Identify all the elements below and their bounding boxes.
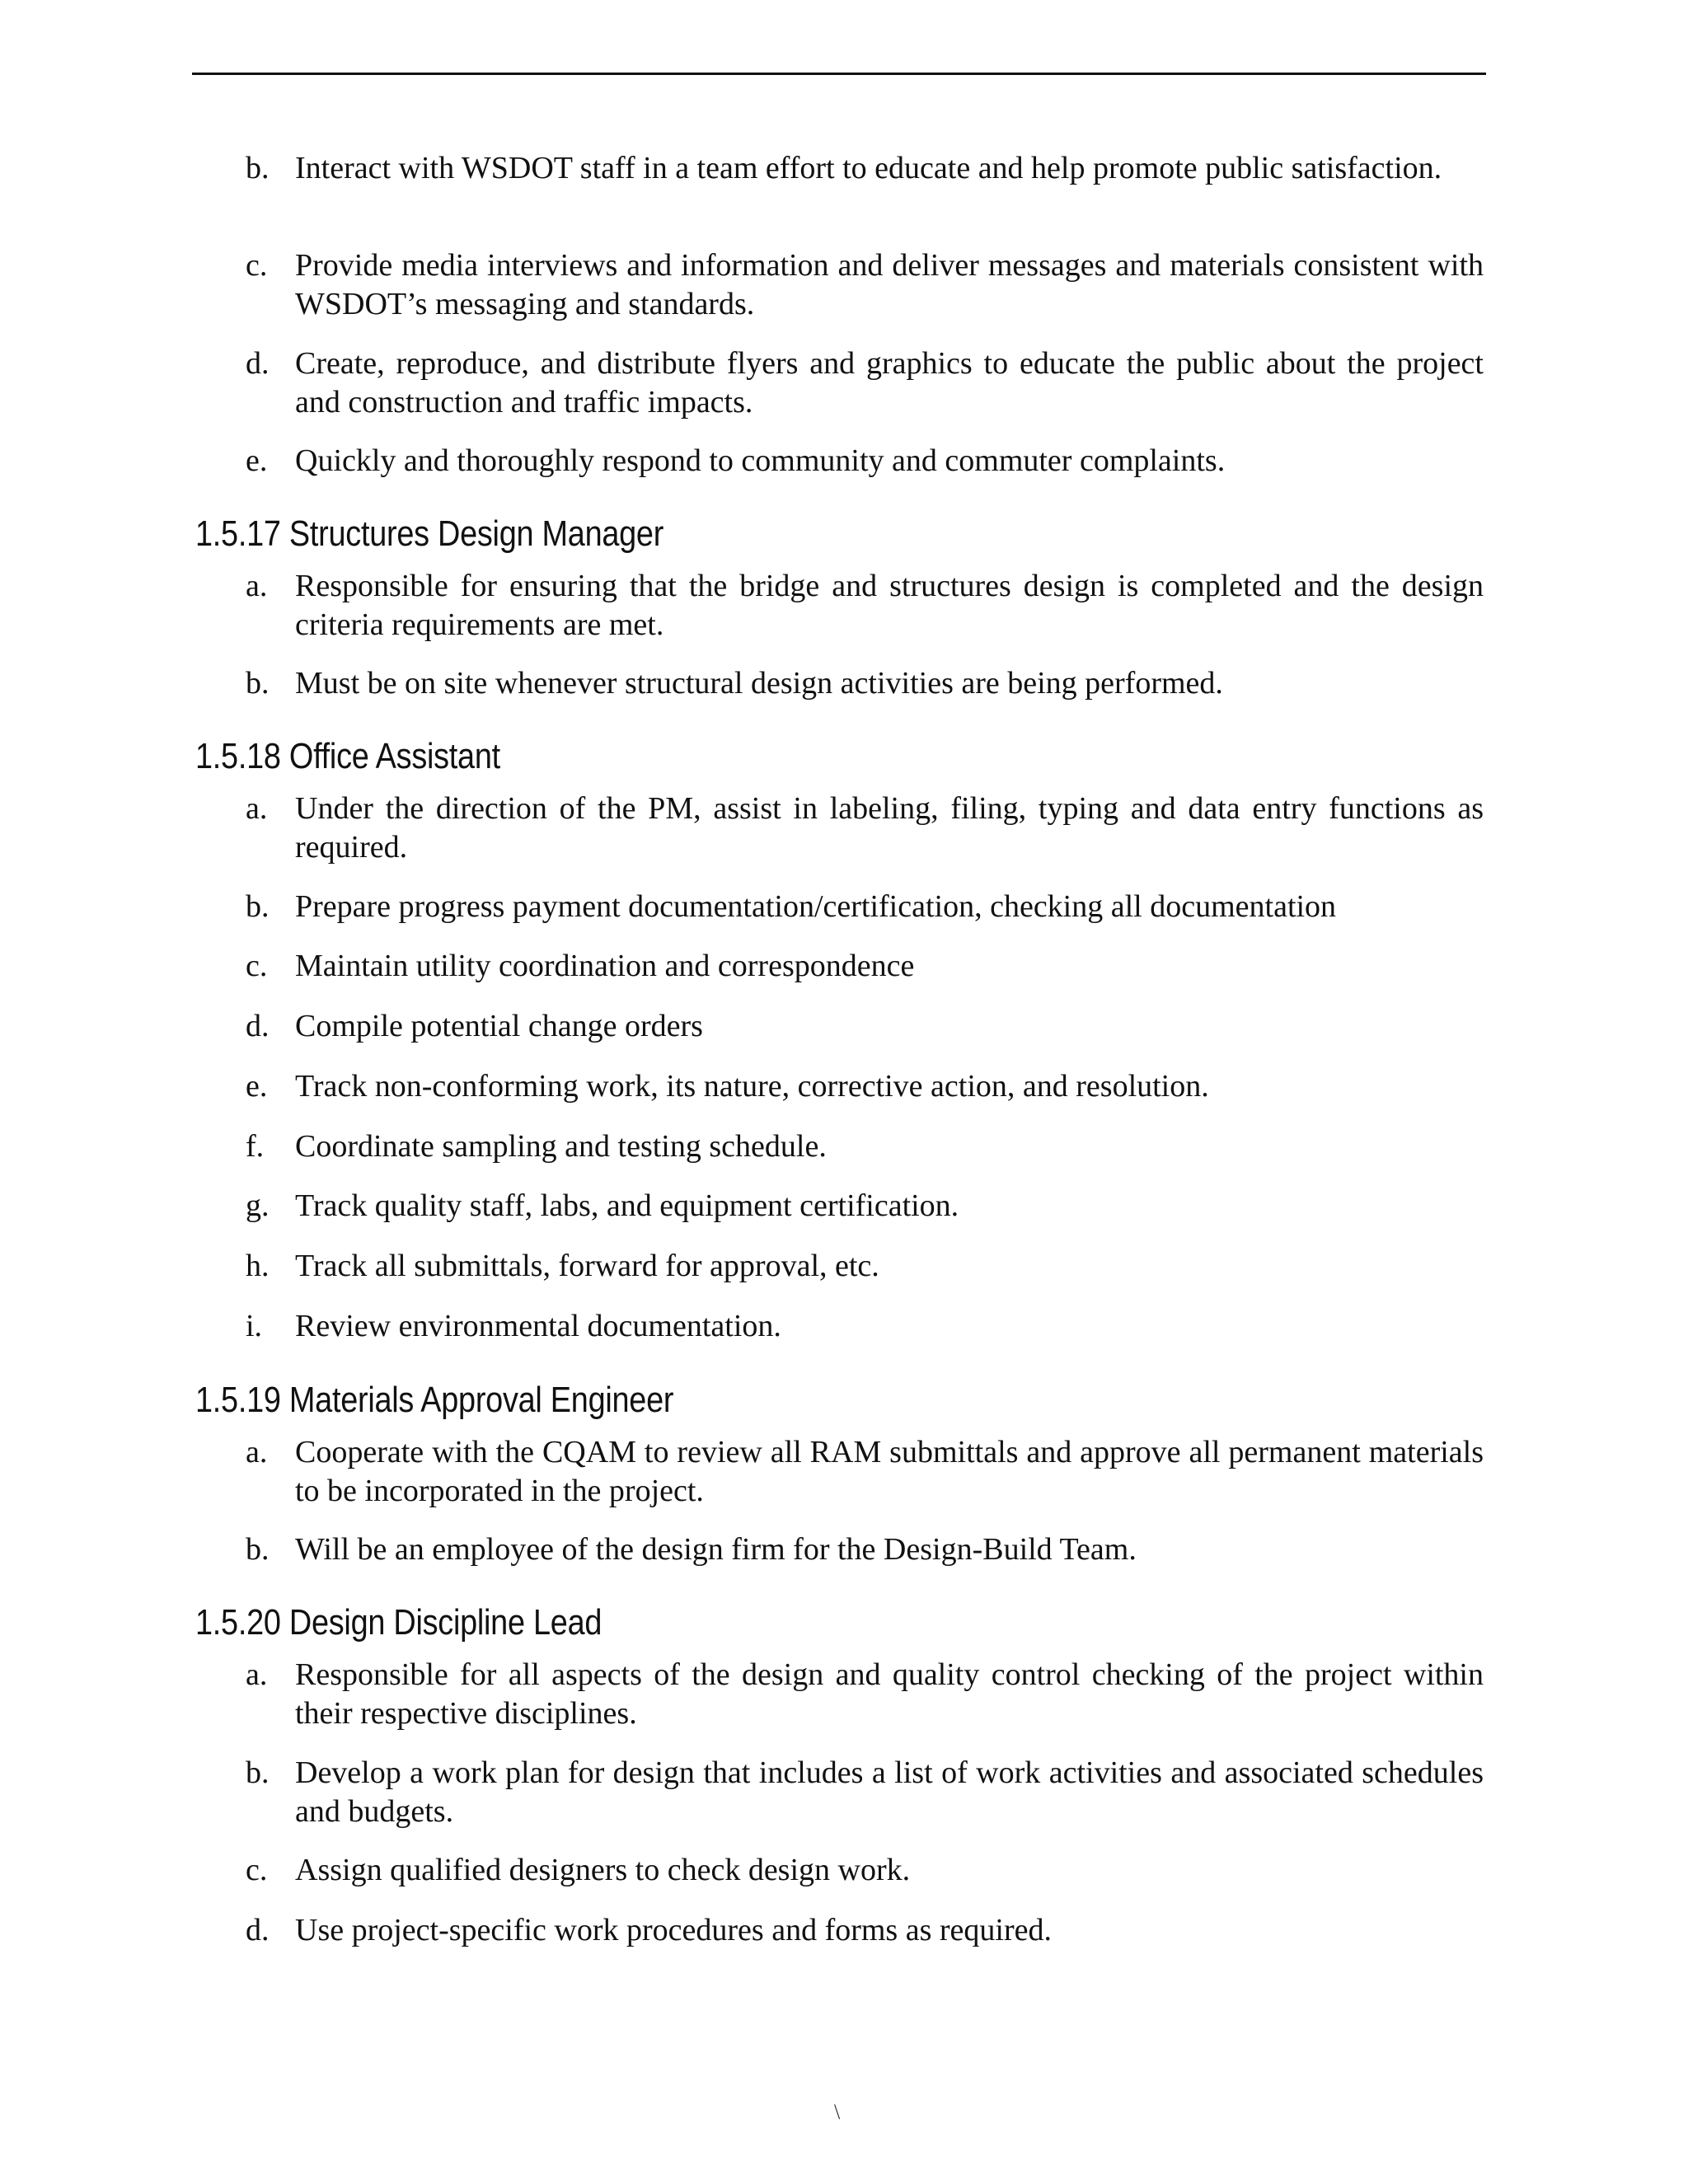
list-item-letter: a.	[246, 791, 268, 826]
list-item-letter: a.	[246, 1435, 268, 1469]
list-item-letter: e.	[246, 1069, 268, 1104]
list-item-text: Develop a work plan for design that includes a list of work activities and associated schedules and budgets.	[295, 1755, 1484, 1829]
list-item-letter: a.	[246, 569, 268, 603]
list-item-letter: b.	[246, 1755, 270, 1790]
list-item-letter: c.	[246, 949, 268, 983]
list-item-letter: e.	[246, 443, 268, 478]
list-item-letter: a.	[246, 1657, 268, 1692]
list-item-text: Responsible for all aspects of the design and quality control checking of the project within their respective disciplines.	[295, 1657, 1484, 1731]
list-item-text: Use project-specific work procedures and forms as required.	[295, 1913, 1052, 1947]
list-item-text: Interact with WSDOT staff in a team effort to educate and help promote public satisfaction.	[295, 151, 1442, 185]
list-item-text: Track non-conforming work, its nature, corrective action, and resolution.	[295, 1069, 1209, 1104]
section-heading: 1.5.17 Structures Design Manager	[195, 513, 664, 554]
list-item-letter: d.	[246, 1913, 270, 1947]
list-item-letter: b.	[246, 666, 270, 701]
list-item-letter: g.	[246, 1188, 270, 1223]
section-heading: 1.5.20 Design Discipline Lead	[195, 1602, 603, 1643]
list-item-text: Prepare progress payment documentation/certification, checking all documentation	[295, 889, 1337, 924]
list-item-letter: c.	[246, 248, 268, 283]
list-item-text: Track quality staff, labs, and equipment certification.	[295, 1188, 959, 1223]
section-heading: 1.5.18 Office Assistant	[195, 736, 500, 776]
list-item-text: Cooperate with the CQAM to review all RAM submittals and approve all permanent materials to be incorporated in the project.	[295, 1435, 1484, 1508]
list-item-letter: d.	[246, 346, 270, 381]
list-item-letter: i.	[246, 1309, 263, 1343]
list-item-text: Coordinate sampling and testing schedule.	[295, 1129, 827, 1164]
list-item-letter: b.	[246, 889, 270, 924]
list-item-letter: b.	[246, 1532, 270, 1567]
list-item-text: Under the direction of the PM, assist in labeling, filing, typing and data entry functions as required.	[295, 791, 1484, 865]
list-item-letter: f.	[246, 1129, 265, 1164]
list-item-text: Provide media interviews and information and deliver messages and materials consistent with WSDOT’s messaging and standards.	[295, 248, 1484, 321]
list-item-text: Create, reproduce, and distribute flyers and graphics to educate the public about the project and construction and traffic impacts.	[295, 346, 1484, 419]
list-item-text: Track all submittals, forward for approval, etc.	[295, 1249, 879, 1283]
list-item-text: Assign qualified designers to check design work.	[295, 1853, 911, 1887]
header-rule	[192, 73, 1486, 75]
list-item-text: Must be on site whenever structural design activities are being performed.	[295, 666, 1223, 701]
list-item-letter: b.	[246, 151, 270, 185]
list-item-text: Compile potential change orders	[295, 1009, 703, 1043]
list-item-letter: c.	[246, 1853, 268, 1887]
page-footer-mark: \	[834, 2100, 841, 2124]
list-item-letter: d.	[246, 1009, 270, 1043]
section-heading: 1.5.19 Materials Approval Engineer	[195, 1380, 674, 1420]
list-item-text: Review environmental documentation.	[295, 1309, 781, 1343]
list-item-text: Quickly and thoroughly respond to community and commuter complaints.	[295, 443, 1226, 478]
list-item-letter: h.	[246, 1249, 270, 1283]
list-item-text: Responsible for ensuring that the bridge and structures design is completed and the design criteria requirements are met.	[295, 569, 1484, 642]
list-item-text: Will be an employee of the design firm for the Design-Build Team.	[295, 1532, 1137, 1567]
list-item-text: Maintain utility coordination and correspondence	[295, 949, 915, 983]
